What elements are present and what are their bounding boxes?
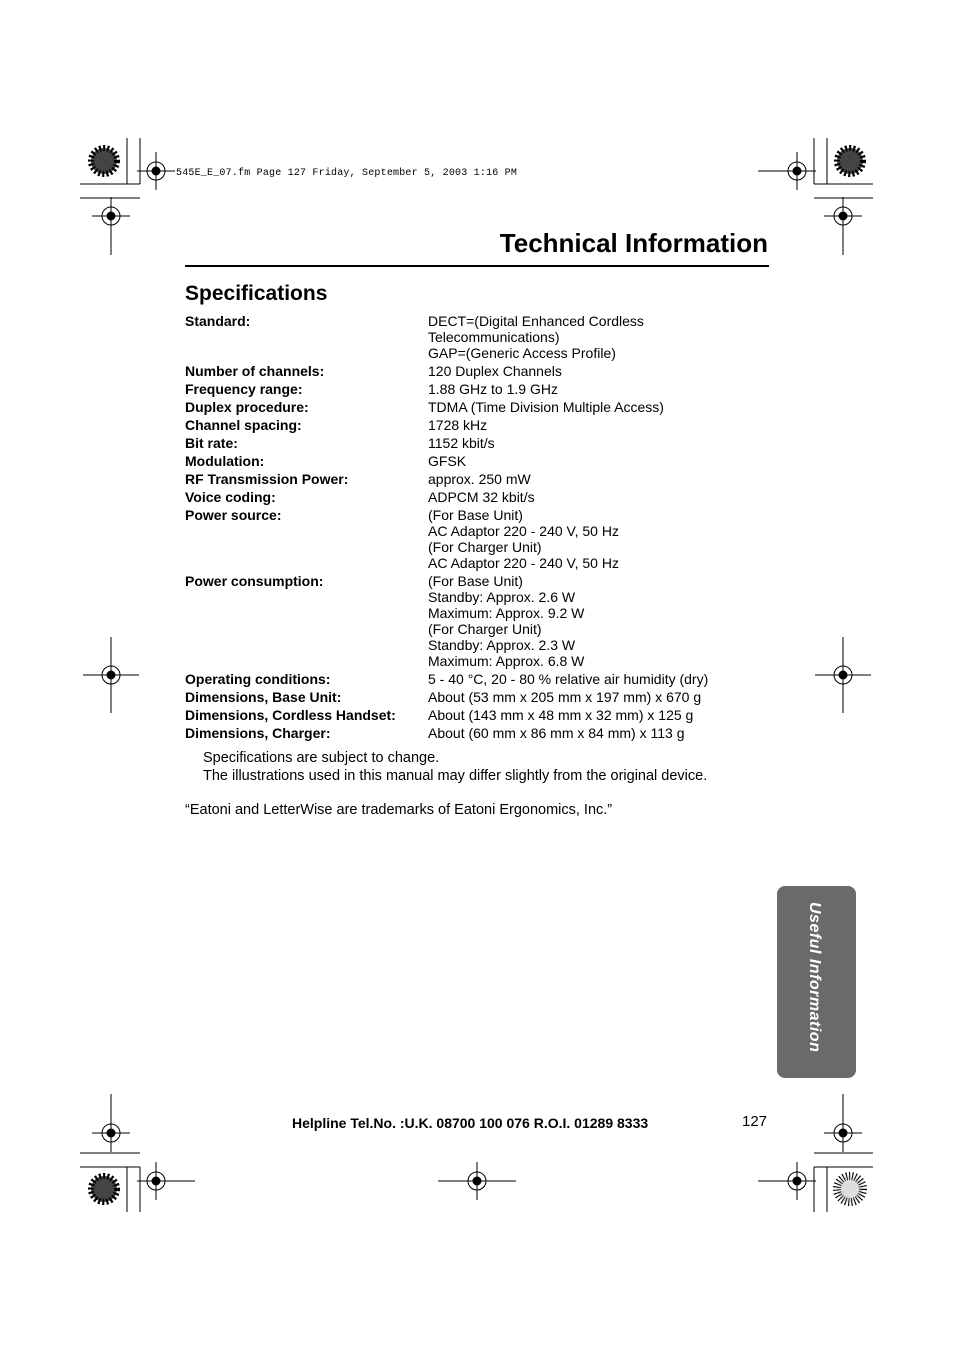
spec-value	[428, 707, 693, 723]
spec-row	[185, 671, 785, 687]
spec-value-line: DECT=(Digital Enhanced Cordless	[428, 313, 644, 329]
spec-label: Channel spacing:	[185, 417, 302, 433]
spec-label: Operating conditions:	[185, 671, 331, 687]
spec-value	[428, 573, 584, 669]
spec-label: Bit rate:	[185, 435, 238, 451]
spec-value	[428, 453, 466, 469]
spec-value-line: (For Base Unit)	[428, 573, 523, 589]
spec-value	[428, 725, 685, 741]
spec-row	[185, 689, 785, 705]
spec-row	[185, 573, 785, 669]
spec-value-line: Standby: Approx. 2.3 W	[428, 637, 576, 653]
spec-label: Number of channels:	[185, 363, 325, 379]
spec-value	[428, 399, 664, 415]
spec-value-line: (For Charger Unit)	[428, 539, 542, 555]
spec-value-line: Standby: Approx. 2.6 W	[428, 589, 576, 605]
spec-value-line: AC Adaptor 220 - 240 V, 50 Hz	[428, 555, 619, 571]
spec-row	[185, 471, 785, 487]
spec-value-line: Maximum: Approx. 9.2 W	[428, 605, 585, 621]
spec-value	[428, 363, 562, 379]
spec-value-line: 5 - 40 °C, 20 - 80 % relative air humidity (dry)	[428, 671, 709, 687]
spec-row	[185, 507, 785, 571]
side-tab	[777, 886, 856, 1078]
spec-row	[185, 363, 785, 379]
spec-label: Dimensions, Base Unit:	[185, 689, 342, 705]
spec-value-line: Telecommunications)	[428, 329, 560, 345]
spec-value	[428, 471, 531, 487]
title-divider	[185, 265, 769, 267]
spec-value-line: Maximum: Approx. 6.8 W	[428, 653, 585, 669]
spec-value	[428, 381, 558, 397]
spec-label: Standard:	[185, 313, 251, 329]
notes	[203, 749, 707, 785]
spec-row	[185, 381, 785, 397]
spec-value-line: About (143 mm x 48 mm x 32 mm) x 125 g	[428, 707, 694, 723]
spec-value-line: AC Adaptor 220 - 240 V, 50 Hz	[428, 523, 619, 539]
note-line: The illustrations used in this manual may differ slightly from the original device.	[203, 768, 708, 784]
spec-row	[185, 313, 785, 361]
specifications-table	[185, 313, 785, 743]
spec-label: Modulation:	[185, 453, 265, 469]
spec-value	[428, 417, 487, 433]
spec-label: Voice coding:	[185, 489, 276, 505]
file-header-note: 545E_E_07.fm Page 127 Friday, September 5, 2003 1:16 PM	[176, 168, 518, 179]
spec-value-line: 1728 kHz	[428, 417, 488, 433]
spec-row	[185, 725, 785, 741]
spec-value-line: ADPCM 32 kbit/s	[428, 489, 535, 505]
spec-value	[428, 507, 619, 571]
spec-label: Power consumption:	[185, 573, 324, 589]
spec-value-line: 120 Duplex Channels	[428, 363, 562, 379]
spec-value-line: GAP=(Generic Access Profile)	[428, 345, 616, 361]
spec-value	[428, 489, 535, 505]
spec-row	[185, 453, 785, 469]
spec-value-line: 1.88 GHz to 1.9 GHz	[428, 381, 558, 397]
page-number: 127	[742, 1113, 768, 1130]
spec-value-line: approx. 250 mW	[428, 471, 531, 487]
side-tab-label: Useful Information	[806, 902, 823, 1053]
trademark-notice: “Eatoni and LetterWise are trademarks of Eatoni Ergonomics, Inc.”	[185, 802, 613, 818]
spec-value	[428, 671, 708, 687]
spec-label: Frequency range:	[185, 381, 303, 397]
spec-label: Power source:	[185, 507, 282, 523]
spec-value-line: About (53 mm x 205 mm x 197 mm) x 670 g	[428, 689, 702, 705]
spec-value-line: (For Base Unit)	[428, 507, 523, 523]
spec-label: RF Transmission Power:	[185, 471, 349, 487]
spec-value	[428, 435, 495, 451]
spec-label: Dimensions, Charger:	[185, 725, 331, 741]
page-title: Technical Information	[499, 228, 768, 258]
note-line: Specifications are subject to change.	[203, 750, 440, 766]
spec-row	[185, 399, 785, 415]
spec-value-line: 1152 kbit/s	[428, 435, 495, 451]
spec-row	[185, 417, 785, 433]
section-title: Specifications	[185, 282, 328, 305]
spec-label: Dimensions, Cordless Handset:	[185, 707, 396, 723]
spec-row	[185, 707, 785, 723]
spec-value-line: (For Charger Unit)	[428, 621, 542, 637]
spec-row	[185, 435, 785, 451]
spec-value-line: GFSK	[428, 453, 467, 469]
helpline-footer: Helpline Tel.No. :U.K. 08700 100 076 R.O.I. 01289 8333	[292, 1115, 649, 1131]
spec-value-line: About (60 mm x 86 mm x 84 mm) x 113 g	[428, 725, 685, 741]
spec-value	[428, 313, 644, 361]
spec-row	[185, 489, 785, 505]
spec-value	[428, 689, 701, 705]
spec-value-line: TDMA (Time Division Multiple Access)	[428, 399, 664, 415]
spec-label: Duplex procedure:	[185, 399, 309, 415]
